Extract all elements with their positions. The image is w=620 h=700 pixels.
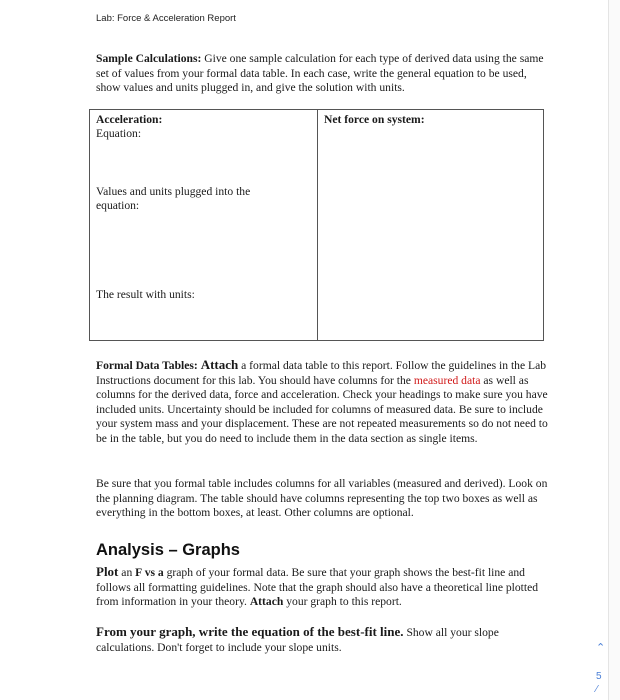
- best-fit-text: Show all your slope calculations. Don't forget to include your slope units.: [96, 626, 499, 654]
- result-with-units-label: The result with units:: [96, 288, 195, 301]
- analysis-graphs-heading: Analysis – Graphs: [96, 541, 240, 559]
- scroll-down-icon[interactable]: ⁄: [596, 684, 598, 695]
- page-header: Lab: Force & Acceleration Report: [96, 13, 236, 24]
- right-scroll-rail: [608, 0, 620, 700]
- equation-label: Equation:: [96, 127, 142, 140]
- plot-text-2: graph of your formal data. Be sure that your graph shows the best-fit line and follows all formatting guidelines. Note that the graph should also have a theoretical line plotted from information in your theory.: [96, 566, 539, 609]
- sample-calculations-paragraph: [96, 52, 550, 96]
- best-fit-bold: From your graph, write the equation of the best-fit line.: [96, 624, 404, 639]
- table-column-divider: [317, 110, 318, 340]
- values-units-label: Values and units plugged into the equation:: [96, 185, 251, 212]
- page-number: 5: [596, 671, 602, 682]
- best-fit-paragraph: [96, 625, 550, 655]
- formal-tables-text-1: a formal data table to this report. Follow the guidelines in the Lab Instructions document for this lab. You should have columns for the: [96, 359, 547, 387]
- sample-calculation-table: [89, 109, 544, 341]
- be-sure-paragraph: Be sure that you formal table includes columns for all variables (measured and derived). Look on the planning diagram. The table should have columns representing the top two boxes as well as everything in the bottom boxes, at least. Other columns are optional.: [96, 477, 548, 520]
- f-vs-a-label: F vs a: [135, 566, 164, 579]
- scroll-up-icon[interactable]: ⌃: [596, 642, 606, 654]
- plot-text-1: an: [121, 566, 133, 579]
- attach-word: Attach: [200, 357, 239, 372]
- sample-calculations-text: Give one sample calculation for each type of derived data using the same set of values from your formal data table. In each case, write the general equation to be used, show values and units plugged in, and give the solution with units.: [96, 52, 544, 95]
- formal-data-tables-label: Formal Data Tables:: [96, 359, 198, 372]
- formal-tables-text-2: as well as columns for the derived data, force and acceleration. Check your headings to make sure you have included units. Uncertainty should be included for columns of measured data. Be sure to include your system mass and your displacement. These are not repeated measurements so do not need to be in the table, but you do need to include them in the data section as single items.: [96, 373, 548, 445]
- measured-data-highlight: measured data: [413, 373, 481, 387]
- attach-graph-label: Attach: [249, 595, 284, 609]
- acceleration-heading: Acceleration:: [96, 113, 163, 126]
- formal-data-tables-paragraph: [96, 358, 550, 447]
- net-force-heading: Net force on system:: [324, 113, 425, 126]
- plot-paragraph: [96, 565, 550, 610]
- plot-text-3: your graph to this report.: [286, 595, 402, 609]
- sample-calculations-label: Sample Calculations:: [96, 52, 202, 65]
- plot-label: Plot: [96, 564, 119, 579]
